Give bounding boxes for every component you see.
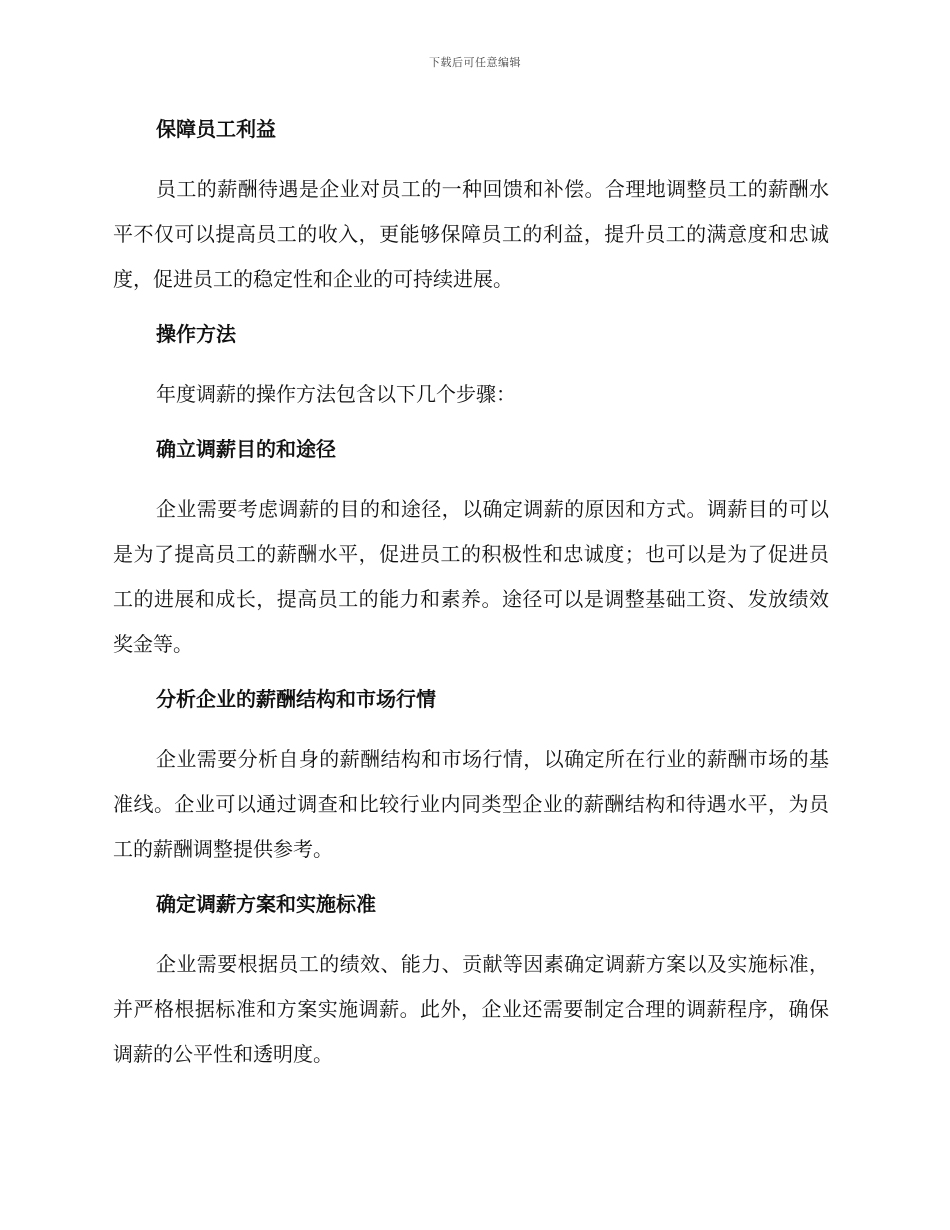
section-paragraph-protect-interests: 员工的薪酬待遇是企业对员工的一种回馈和补偿。合理地调整员工的薪酬水平不仅可以提高员工的收入，更能够保障员工的利益，提升员工的满意度和忠诚度，促进员工的稳定性和企业的可持续进展。 <box>113 177 829 291</box>
section-heading-protect-interests: 保障员工利益 <box>156 117 276 141</box>
section-paragraph-purpose-approach: 企业需要考虑调薪的目的和途径，以确定调薪的原因和方式。调薪目的可以是为了提高员工的薪酬水平，促进员工的积极性和忠诚度；也可以是为了促进员工的进展和成长，提高员工的能力和素养。途径可以是调整基础工资、发放绩效奖金等。 <box>113 497 829 656</box>
section-heading-salary-structure: 分析企业的薪酬结构和市场行情 <box>156 687 436 711</box>
header-note: 下载后可任意编辑 <box>429 56 521 69</box>
section-paragraph-operation-method: 年度调薪的操作方法包含以下几个步骤： <box>156 382 516 406</box>
section-heading-operation-method: 操作方法 <box>156 322 236 346</box>
section-paragraph-salary-structure: 企业需要分析自身的薪酬结构和市场行情，以确定所在行业的薪酬市场的基准线。企业可以通过调查和比较行业内同类型企业的薪酬结构和待遇水平，为员工的薪酬调整提供参考。 <box>113 747 829 861</box>
document-body <box>113 110 829 1090</box>
section-paragraph-plan-standards: 企业需要根据员工的绩效、能力、贡献等因素确定调薪方案以及实施标准，并严格根据标准和方案实施调薪。此外，企业还需要制定合理的调薪程序，确保调薪的公平性和透明度。 <box>113 952 829 1066</box>
section-heading-purpose-approach: 确立调薪目的和途径 <box>156 437 336 461</box>
section-heading-plan-standards: 确定调薪方案和实施标准 <box>156 892 376 916</box>
